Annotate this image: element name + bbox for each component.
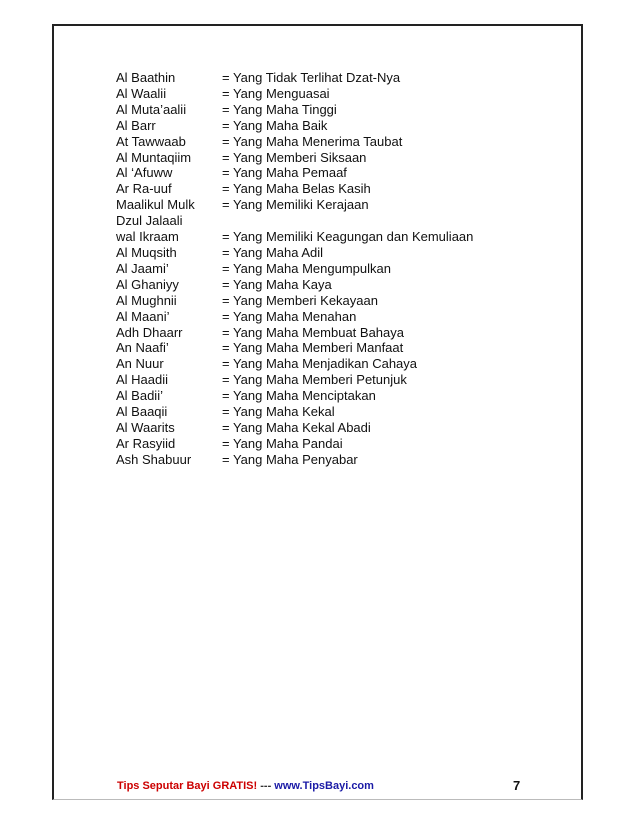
list-item — [116, 118, 546, 134]
meaning-text: = Yang Maha Mengumpulkan — [222, 260, 391, 276]
name-label: Al Badii’ — [116, 388, 163, 404]
name-label: Ar Rasyiid — [116, 435, 176, 451]
meaning-text: = Yang Maha Membuat Bahaya — [222, 324, 404, 340]
list-item — [116, 86, 546, 102]
list-item — [116, 197, 546, 213]
meaning-text: = Yang Maha Menjadikan Cahaya — [222, 356, 418, 372]
name-label: Al Muntaqiim — [116, 149, 192, 165]
name-label: Al Waarits — [116, 419, 175, 435]
name-label: Maalikul Mulk — [116, 197, 195, 213]
meaning-text: = Yang Maha Menahan — [222, 308, 357, 324]
list-item — [116, 150, 546, 166]
meaning-text: = Yang Maha Menerima Taubat — [222, 133, 403, 149]
name-label: Al Baaqii — [116, 404, 168, 420]
meaning-text: = Yang Maha Adil — [222, 244, 324, 260]
list-item — [116, 340, 546, 356]
name-label: Al Waalii — [116, 85, 167, 101]
meaning-text: = Yang Tidak Terlihat Dzat-Nya — [222, 70, 401, 85]
meaning-text: = Yang Maha Pandai — [222, 435, 343, 451]
footer-separator: --- — [257, 780, 275, 792]
meaning-text: = Yang Maha Tinggi — [222, 101, 337, 117]
meaning-text: = Yang Maha Baik — [222, 117, 328, 133]
list-item — [116, 309, 546, 325]
list-item — [116, 356, 546, 372]
list-item — [116, 277, 546, 293]
meaning-text: = Yang Memiliki Keagungan dan Kemuliaan — [222, 229, 474, 245]
meaning-text: = Yang Maha Penyabar — [222, 451, 358, 467]
footer-url-link[interactable]: www.TipsBayi.com — [274, 780, 374, 792]
name-label: An Naafi’ — [116, 340, 169, 356]
name-label: Al Muta’aalii — [116, 101, 187, 117]
list-item — [116, 213, 546, 229]
name-label: Al Ghaniyy — [116, 276, 179, 292]
name-label: At Tawwaab — [116, 133, 186, 149]
meaning-text: = Yang Menguasai — [222, 85, 330, 101]
name-label: Al Maani’ — [116, 308, 170, 324]
meaning-text: = Yang Maha Kekal — [222, 404, 335, 420]
list-item — [116, 436, 546, 452]
list-item — [116, 293, 546, 309]
list-item — [116, 420, 546, 436]
meaning-text: = Yang Maha Memberi Manfaat — [222, 340, 404, 356]
list-item — [116, 134, 546, 150]
meaning-text: = Yang Maha Memberi Petunjuk — [222, 372, 407, 388]
name-label: Al Muqsith — [116, 244, 177, 260]
list-item — [116, 388, 546, 404]
names-list — [116, 70, 546, 468]
list-item — [116, 102, 546, 118]
name-label: Ar Ra-uuf — [116, 181, 172, 197]
name-label: wal Ikraam — [116, 229, 179, 245]
page-number: 7 — [513, 778, 521, 793]
meaning-text: = Yang Maha Belas Kasih — [222, 181, 371, 197]
list-item — [116, 404, 546, 420]
footer-tips-text: Tips Seputar Bayi GRATIS! — [117, 780, 258, 792]
name-label: Al Haadii — [116, 372, 169, 388]
meaning-text — [222, 213, 546, 229]
name-label: Ash Shabuur — [116, 451, 192, 467]
meaning-text: = Yang Maha Kaya — [222, 276, 332, 292]
footer — [117, 780, 374, 792]
list-item — [116, 70, 546, 86]
meaning-text: = Yang Maha Pemaaf — [222, 165, 347, 181]
meaning-text: = Yang Memberi Siksaan — [222, 149, 367, 165]
list-item — [116, 165, 546, 181]
list-item — [116, 181, 546, 197]
meaning-text: = Yang Memiliki Kerajaan — [222, 197, 369, 213]
name-label: Al Mughnii — [116, 292, 177, 308]
name-label: Dzul Jalaali — [116, 213, 183, 229]
name-label: Al Baathin — [116, 70, 176, 85]
name-label: An Nuur — [116, 356, 164, 372]
meaning-text: = Yang Memberi Kekayaan — [222, 292, 378, 308]
name-label: Adh Dhaarr — [116, 324, 183, 340]
name-label: Al Barr — [116, 117, 156, 133]
meaning-text: = Yang Maha Kekal Abadi — [222, 419, 371, 435]
list-item — [116, 261, 546, 277]
list-item — [116, 325, 546, 341]
name-label: Al ‘Afuww — [116, 165, 173, 181]
list-item — [116, 229, 546, 245]
meaning-text: = Yang Maha Menciptakan — [222, 388, 376, 404]
list-item — [116, 245, 546, 261]
name-label: Al Jaami’ — [116, 260, 169, 276]
list-item — [116, 452, 546, 468]
list-item — [116, 372, 546, 388]
